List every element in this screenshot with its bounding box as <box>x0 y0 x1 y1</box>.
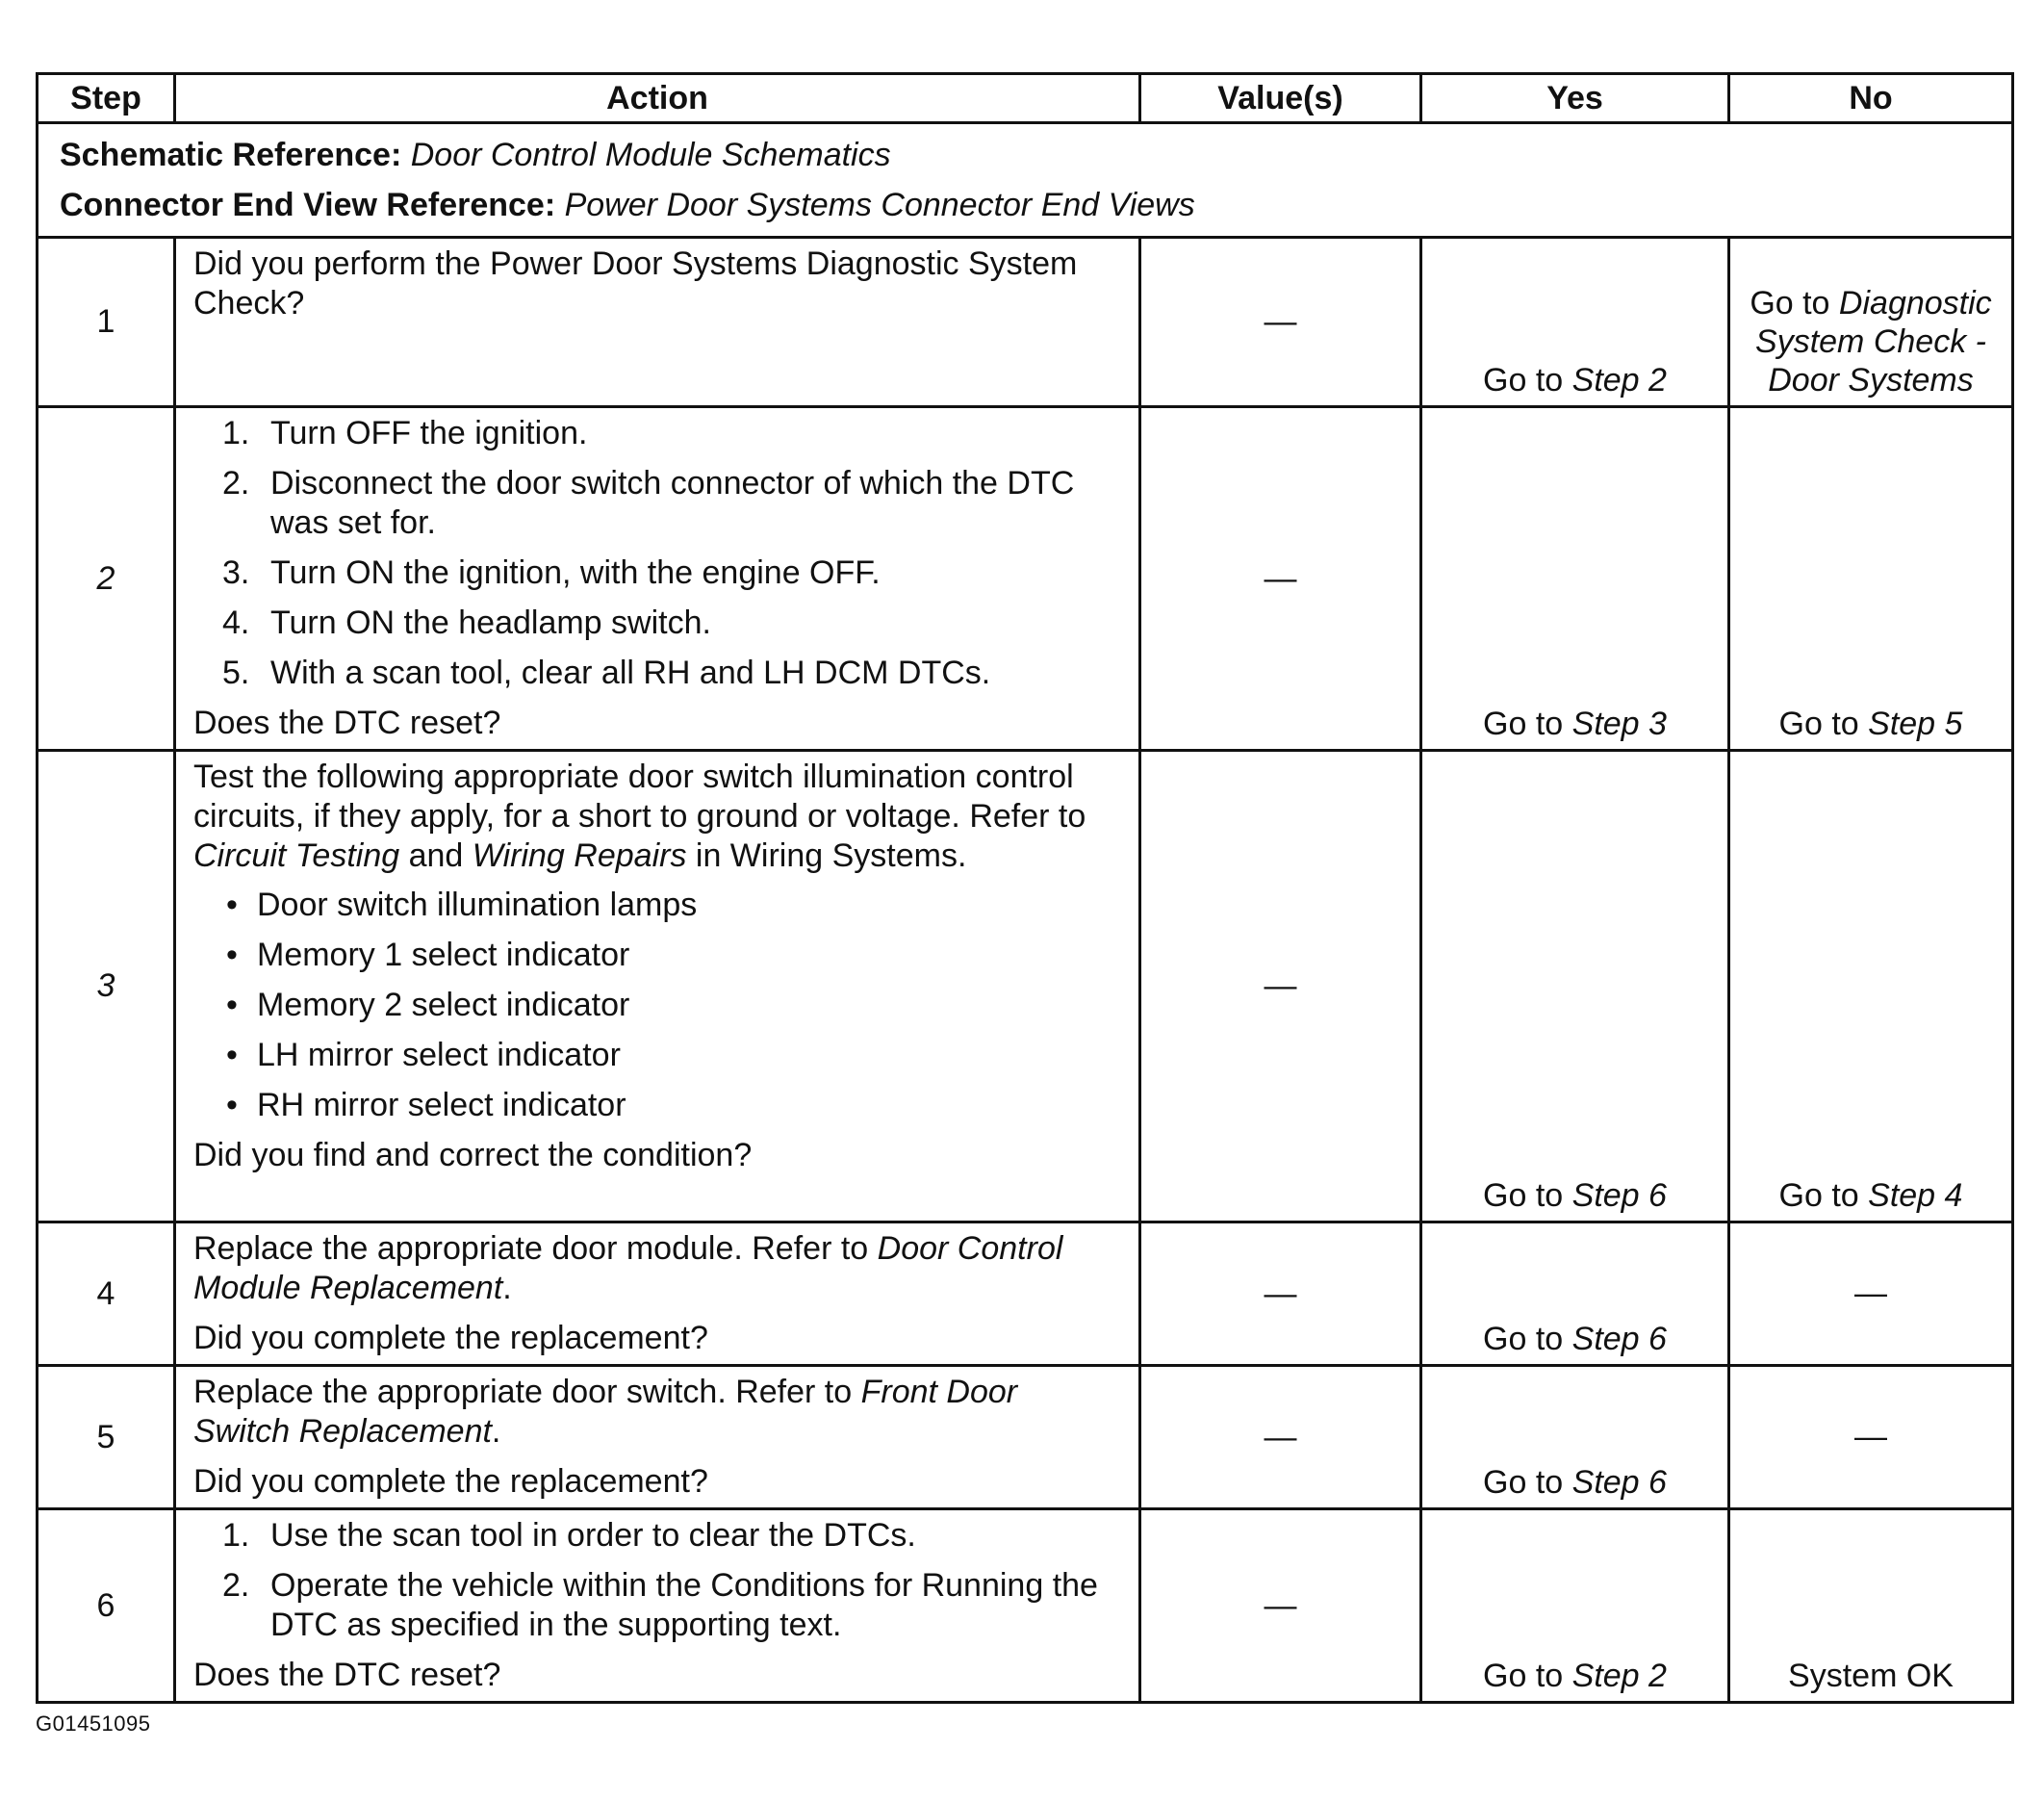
header-no: No <box>1729 74 2013 123</box>
connector-link[interactable]: Power Door Systems Connector End Views <box>564 187 1195 223</box>
door-module-replacement-link[interactable]: Door Control Module Replacement <box>193 1230 1063 1306</box>
list-item: 2. Disconnect the door switch connector of which the DTC was set for. <box>222 465 1075 541</box>
figure-id: G01451095 <box>36 1711 151 1736</box>
value-cell: — <box>1140 407 1421 751</box>
action-cell <box>175 1366 1140 1509</box>
yes-goto[interactable]: Go to Step 2 <box>1483 362 1667 399</box>
header-yes: Yes <box>1421 74 1729 123</box>
list-item: 4. Turn ON the headlamp switch. <box>222 605 711 641</box>
yes-goto[interactable]: Go to Step 6 <box>1483 1321 1667 1357</box>
no-cell <box>1729 1222 2013 1366</box>
step-number: 1 <box>38 238 175 407</box>
door-switch-replacement-link[interactable]: Front Door Switch Replacement <box>193 1374 1018 1450</box>
list-item: • Memory 1 select indicator <box>226 937 630 973</box>
no-cell <box>1729 751 2013 1222</box>
action-question: Did you perform the Power Door Systems Diagnostic System Check? <box>193 245 1078 322</box>
circuit-testing-link[interactable]: Circuit Testing <box>193 837 400 874</box>
no-cell <box>1729 1366 2013 1509</box>
no-cell <box>1729 407 2013 751</box>
yes-cell <box>1421 238 1729 407</box>
action-cell <box>175 1509 1140 1703</box>
yes-goto[interactable]: Go to Step 3 <box>1483 706 1667 742</box>
schematic-reference <box>60 130 1992 180</box>
yes-goto[interactable]: Go to Step 6 <box>1483 1177 1667 1214</box>
action-question: Does the DTC reset? <box>193 1657 501 1693</box>
step-row <box>38 238 2013 407</box>
step-number: 3 <box>38 751 175 1222</box>
header-step: Step <box>38 74 175 123</box>
no-result: System OK <box>1788 1658 1954 1694</box>
step-number: 4 <box>38 1222 175 1366</box>
action-cell <box>175 751 1140 1222</box>
no-cell <box>1729 1509 2013 1703</box>
schematic-label: Schematic Reference: <box>60 137 402 173</box>
action-intro: Replace the appropriate door switch. Refer to Front Door Switch Replacement. <box>193 1374 1018 1450</box>
step-number: 5 <box>38 1366 175 1509</box>
header-row <box>38 74 2013 123</box>
action-question: Did you complete the replacement? <box>193 1463 708 1500</box>
no-goto[interactable]: Go to Step 5 <box>1778 706 1963 742</box>
action-cell <box>175 1222 1140 1366</box>
wiring-repairs-link[interactable]: Wiring Repairs <box>472 837 687 874</box>
action-cell <box>175 407 1140 751</box>
list-item: • LH mirror select indicator <box>226 1037 621 1073</box>
no-goto[interactable]: Go to Step 4 <box>1778 1177 1963 1214</box>
list-item: 3. Turn ON the ignition, with the engine OFF. <box>222 554 881 591</box>
yes-cell <box>1421 751 1729 1222</box>
action-bullet-list <box>193 886 1121 1125</box>
connector-label: Connector End View Reference: <box>60 187 556 223</box>
step-row <box>38 1366 2013 1509</box>
yes-cell <box>1421 407 1729 751</box>
list-item: • RH mirror select indicator <box>226 1087 626 1123</box>
value-cell: — <box>1140 238 1421 407</box>
no-goto[interactable]: Go to Diagnostic System Check - Door Systems <box>1750 285 1992 399</box>
list-item: 1. Use the scan tool in order to clear the DTCs. <box>222 1517 916 1554</box>
list-item: 2. Operate the vehicle within the Conditions for Running the DTC as specified in the supporting text. <box>222 1567 1098 1643</box>
action-intro: Test the following appropriate door switch illumination control circuits, if they apply, for a short to ground or voltage. Refer to Circuit Testing and Wiring Repairs in Wiring Systems. <box>193 759 1086 874</box>
no-dash: — <box>1854 1418 1887 1455</box>
list-item: • Memory 2 select indicator <box>226 987 630 1023</box>
action-intro: Replace the appropriate door module. Refer to Door Control Module Replacement. <box>193 1230 1063 1306</box>
list-item: 1. Turn OFF the ignition. <box>222 415 588 451</box>
header-values: Value(s) <box>1140 74 1421 123</box>
step-number: 2 <box>38 407 175 751</box>
action-question: Did you complete the replacement? <box>193 1320 708 1356</box>
no-dash: — <box>1854 1274 1887 1312</box>
step-row <box>38 407 2013 751</box>
step-row <box>38 1222 2013 1366</box>
reference-cell <box>38 123 2013 238</box>
yes-cell <box>1421 1222 1729 1366</box>
action-numbered-list <box>193 1516 1121 1645</box>
yes-goto[interactable]: Go to Step 2 <box>1483 1658 1667 1694</box>
list-item: • Door switch illumination lamps <box>226 887 698 923</box>
yes-cell <box>1421 1509 1729 1703</box>
yes-cell <box>1421 1366 1729 1509</box>
value-cell: — <box>1140 751 1421 1222</box>
step-row <box>38 751 2013 1222</box>
header-action: Action <box>175 74 1140 123</box>
no-cell <box>1729 238 2013 407</box>
connector-reference <box>60 180 1992 230</box>
action-question: Did you find and correct the condition? <box>193 1137 753 1173</box>
value-cell: — <box>1140 1366 1421 1509</box>
action-numbered-list <box>193 414 1121 693</box>
schematic-link[interactable]: Door Control Module Schematics <box>410 137 891 173</box>
value-cell: — <box>1140 1222 1421 1366</box>
step-row <box>38 1509 2013 1703</box>
step-number: 6 <box>38 1509 175 1703</box>
diagnostic-table <box>36 72 2014 1704</box>
list-item: 5. With a scan tool, clear all RH and LH DCM DTCs. <box>222 655 991 691</box>
action-question: Does the DTC reset? <box>193 705 501 741</box>
yes-goto[interactable]: Go to Step 6 <box>1483 1464 1667 1501</box>
action-cell <box>175 238 1140 407</box>
value-cell: — <box>1140 1509 1421 1703</box>
reference-row <box>38 123 2013 238</box>
